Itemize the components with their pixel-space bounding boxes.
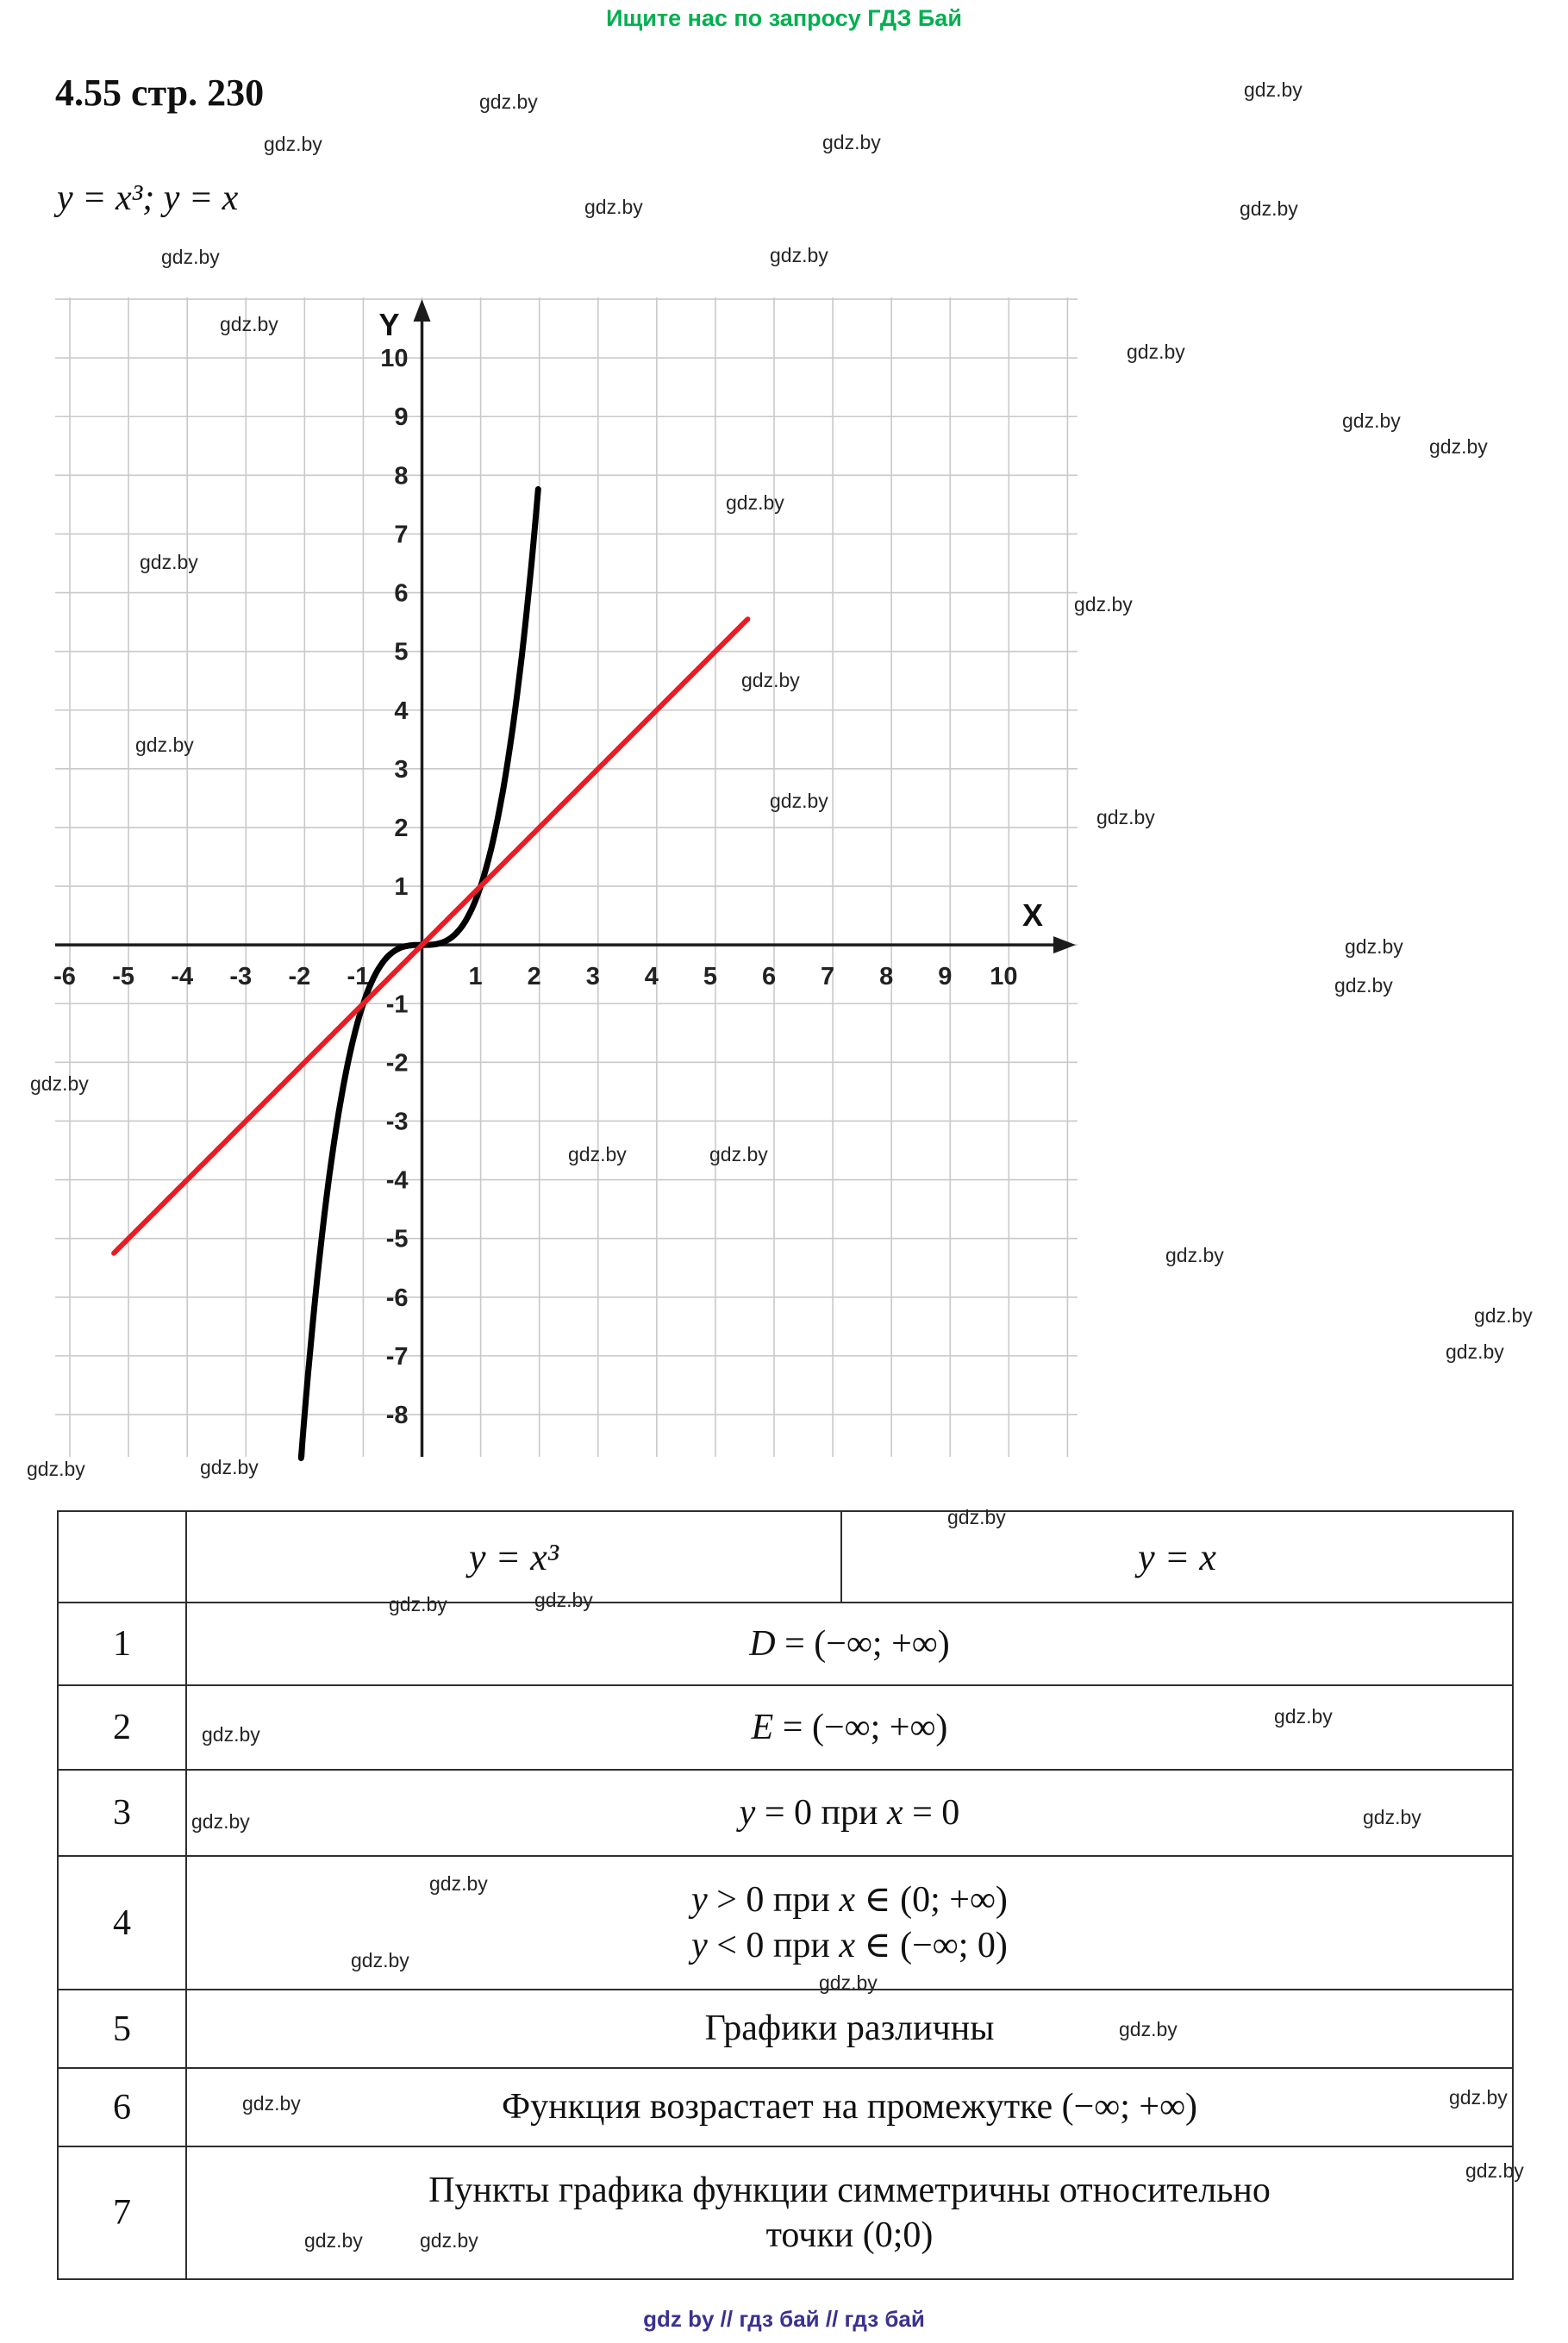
watermark: gdz.by bbox=[1074, 593, 1133, 615]
problem-formula: y = x³; y = x bbox=[57, 178, 239, 218]
watermark: gdz.by bbox=[709, 1143, 768, 1165]
watermark: gdz.by bbox=[264, 133, 322, 155]
problem-number: 4.55 стр. 230 bbox=[55, 72, 265, 114]
watermark: gdz.by bbox=[389, 1593, 447, 1615]
row-number: 5 bbox=[58, 1990, 186, 2068]
watermark: gdz.by bbox=[351, 1949, 409, 1971]
watermark: gdz.by bbox=[30, 1072, 89, 1095]
watermark: gdz.by bbox=[135, 734, 194, 756]
watermark: gdz.by bbox=[819, 1971, 878, 1994]
row-number: 4 bbox=[58, 1856, 186, 1990]
watermark: gdz.by bbox=[770, 244, 828, 266]
function-graph bbox=[55, 297, 1078, 1457]
y-axis-label: Y bbox=[378, 307, 400, 342]
svg-text:-8: -8 bbox=[385, 1401, 409, 1429]
svg-text:-2: -2 bbox=[288, 963, 311, 991]
watermark: gdz.by bbox=[242, 2092, 301, 2115]
graph-svg bbox=[55, 297, 1078, 1457]
watermark: gdz.by bbox=[726, 491, 784, 514]
watermark: gdz.by bbox=[1363, 1806, 1421, 1828]
watermark: gdz.by bbox=[1119, 2018, 1178, 2040]
svg-text:9: 9 bbox=[394, 403, 409, 432]
svg-text:-4: -4 bbox=[171, 963, 194, 991]
properties-table bbox=[57, 1510, 1514, 2280]
watermark: gdz.by bbox=[741, 669, 800, 691]
row-content: Функция возрастает на промежутке (−∞; +∞) bbox=[186, 2068, 1513, 2146]
watermark: gdz.by bbox=[1465, 2159, 1524, 2182]
svg-text:-1: -1 bbox=[347, 963, 370, 991]
svg-text:10: 10 bbox=[990, 963, 1018, 991]
svg-text:2: 2 bbox=[527, 963, 541, 991]
x-axis-label: X bbox=[1021, 897, 1043, 934]
watermark: gdz.by bbox=[568, 1143, 627, 1165]
svg-text:-3: -3 bbox=[385, 1108, 409, 1136]
svg-text:-3: -3 bbox=[229, 963, 253, 991]
row-content: E = (−∞; +∞) bbox=[186, 1685, 1513, 1770]
watermark: gdz.by bbox=[304, 2229, 363, 2252]
svg-text:-6: -6 bbox=[53, 963, 76, 991]
row-content: Пункты графика функции симметричны относительно точки (0;0) bbox=[186, 2146, 1513, 2279]
watermark: gdz.by bbox=[1334, 974, 1393, 997]
curve-identity bbox=[114, 619, 747, 1253]
svg-text:5: 5 bbox=[703, 963, 718, 991]
x-axis-arrow bbox=[1053, 936, 1076, 953]
watermark: gdz.by bbox=[1446, 1340, 1504, 1363]
watermark: gdz.by bbox=[1342, 409, 1401, 432]
svg-text:6: 6 bbox=[761, 963, 777, 991]
watermark: gdz.by bbox=[202, 1723, 260, 1746]
watermark: gdz.by bbox=[1274, 1705, 1333, 1728]
watermark: gdz.by bbox=[1165, 1244, 1224, 1266]
table-row bbox=[58, 1685, 1513, 1770]
y-axis-arrow bbox=[414, 299, 431, 322]
top-banner-text: Ищите нас по запросу ГДЗ Бай bbox=[606, 5, 962, 31]
watermark: gdz.by bbox=[1449, 2086, 1508, 2109]
table-corner-cell bbox=[58, 1511, 186, 1603]
watermark: gdz.by bbox=[770, 790, 828, 812]
table-row bbox=[58, 2068, 1513, 2146]
svg-text:6: 6 bbox=[394, 579, 409, 608]
svg-text:-1: -1 bbox=[385, 990, 409, 1019]
watermark: gdz.by bbox=[161, 246, 220, 268]
svg-text:2: 2 bbox=[394, 814, 409, 842]
row-content: y > 0 при x ∈ (0; +∞) y < 0 при x ∈ (−∞; 0) bbox=[186, 1856, 1513, 1990]
watermark: gdz.by bbox=[27, 1458, 85, 1480]
watermark: gdz.by bbox=[191, 1810, 250, 1833]
svg-text:-2: -2 bbox=[385, 1049, 409, 1078]
properties-table-body bbox=[58, 1603, 1513, 2279]
row-content: y = 0 при x = 0 bbox=[186, 1770, 1513, 1856]
table-row bbox=[58, 1856, 1513, 1990]
watermark: gdz.by bbox=[429, 1872, 488, 1895]
svg-text:8: 8 bbox=[394, 462, 409, 490]
watermark: gdz.by bbox=[1240, 197, 1298, 220]
table-row bbox=[58, 1603, 1513, 1685]
axes bbox=[55, 299, 1076, 1457]
svg-text:10: 10 bbox=[380, 345, 409, 373]
row-number: 2 bbox=[58, 1685, 186, 1770]
row-number: 6 bbox=[58, 2068, 186, 2146]
watermark: gdz.by bbox=[1429, 435, 1488, 458]
watermark: gdz.by bbox=[1244, 78, 1303, 101]
watermark: gdz.by bbox=[947, 1506, 1006, 1528]
svg-text:7: 7 bbox=[394, 521, 409, 549]
svg-text:-4: -4 bbox=[385, 1166, 409, 1195]
table-row bbox=[58, 2146, 1513, 2279]
svg-text:-7: -7 bbox=[385, 1342, 409, 1371]
svg-text:3: 3 bbox=[394, 755, 409, 784]
svg-text:1: 1 bbox=[394, 873, 409, 902]
svg-text:9: 9 bbox=[938, 963, 953, 991]
svg-text:-5: -5 bbox=[385, 1225, 409, 1253]
row-content: Графики различны bbox=[186, 1990, 1513, 2068]
column-header-y-equals-x: y = x bbox=[841, 1511, 1513, 1603]
svg-text:7: 7 bbox=[821, 963, 835, 991]
watermark: gdz.by bbox=[584, 196, 643, 218]
svg-text:1: 1 bbox=[468, 963, 483, 991]
svg-text:8: 8 bbox=[879, 963, 894, 991]
watermark: gdz.by bbox=[220, 313, 278, 335]
curve-cubic bbox=[301, 490, 538, 1459]
svg-text:-6: -6 bbox=[385, 1284, 409, 1312]
watermark: gdz.by bbox=[1127, 341, 1185, 363]
watermark: gdz.by bbox=[140, 551, 198, 573]
table-header-row bbox=[58, 1511, 1513, 1603]
watermark: gdz.by bbox=[1345, 935, 1403, 958]
watermark: gdz.by bbox=[200, 1456, 259, 1478]
table-row bbox=[58, 1770, 1513, 1856]
column-header-y-equals-x-cubed: y = x³ bbox=[186, 1511, 841, 1603]
row-content: D = (−∞; +∞) bbox=[186, 1603, 1513, 1685]
watermark: gdz.by bbox=[534, 1589, 593, 1611]
watermark: gdz.by bbox=[420, 2229, 478, 2252]
svg-text:-5: -5 bbox=[112, 963, 135, 991]
watermark: gdz.by bbox=[822, 131, 881, 153]
watermark: gdz.by bbox=[479, 91, 538, 113]
svg-text:4: 4 bbox=[394, 697, 409, 725]
svg-text:5: 5 bbox=[394, 638, 409, 666]
svg-text:3: 3 bbox=[585, 963, 600, 991]
row-number: 7 bbox=[58, 2146, 186, 2279]
watermark: gdz.by bbox=[1474, 1304, 1533, 1327]
svg-text:4: 4 bbox=[644, 963, 659, 991]
row-number: 1 bbox=[58, 1603, 186, 1685]
gridlines bbox=[55, 297, 1078, 1457]
table-row bbox=[58, 1990, 1513, 2068]
watermark: gdz.by bbox=[1096, 806, 1155, 828]
footer-links[interactable]: gdz by // гдз бай // гдз бай bbox=[643, 2306, 925, 2332]
row-number: 3 bbox=[58, 1770, 186, 1856]
